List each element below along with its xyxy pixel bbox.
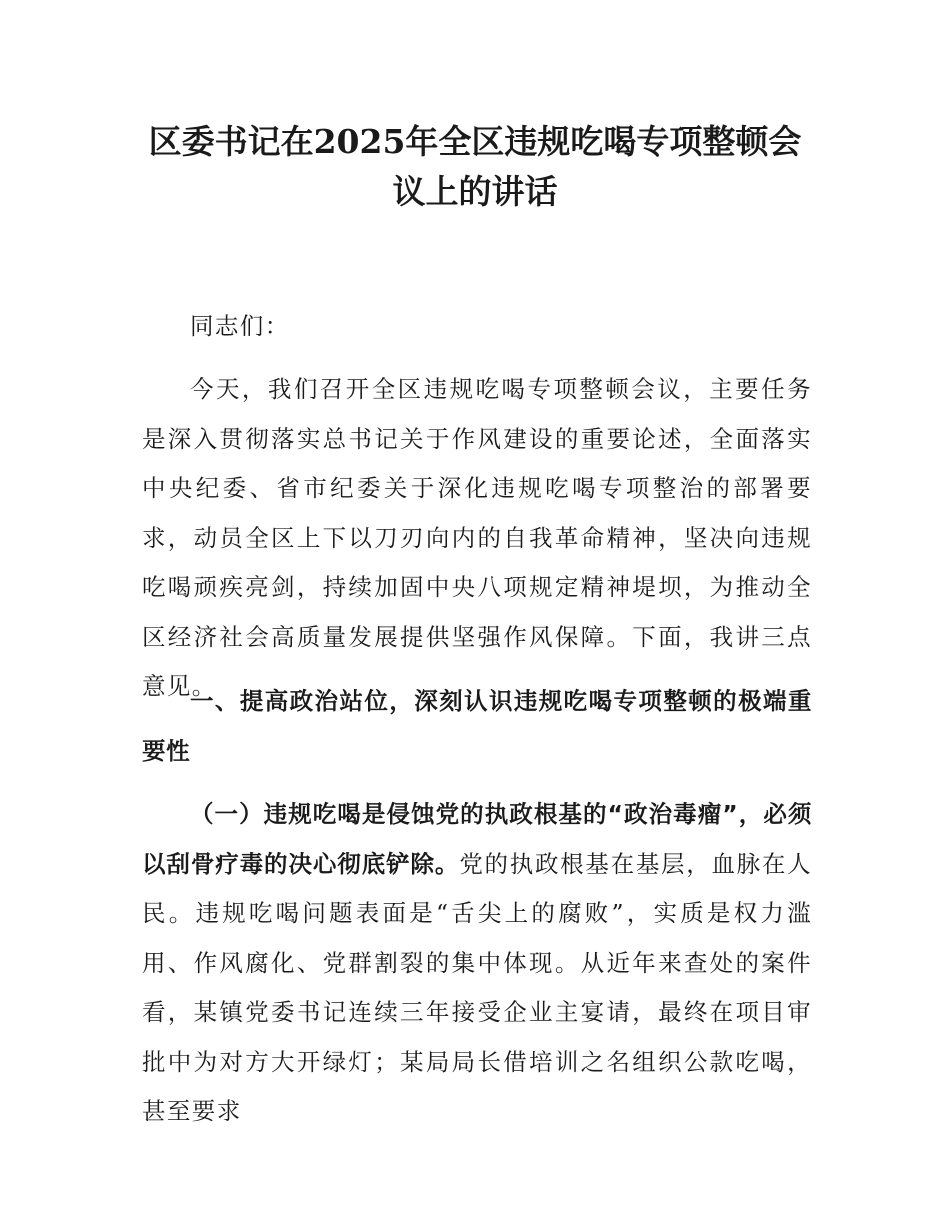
subsection-1-text: 党的执政根基在基层，血脉在人民。违规吃喝问题表面是“舌尖上的腐败”，实质是权力滥用、作风腐化、党群割裂的集中体现。从近年来查处的案件看，某镇党委书记连续三年接受企业主宴请，最终在项目审批中为对方大开绿灯；某局局长借培训之名组织公款吃喝，甚至要求 bbox=[142, 849, 812, 1125]
intro-paragraph: 今天，我们召开全区违规吃喝专项整顿会议，主要任务是深入贯彻落实总书记关于作风建设的重要论述，全面落实中央纪委、省市纪委关于深化违规吃喝专项整治的部署要求，动员全区上下以刀刃向内的自我革命精神，坚决向违规吃喝顽疾亮剑，持续加固中央八项规定精神堤坝，为推动全区经济社会高质量发展提供坚强作风保障。下面，我讲三点意见。 bbox=[142, 375, 812, 700]
salutation: 同志们： bbox=[190, 312, 290, 340]
document-title-line-2: 议上的讲话 bbox=[392, 172, 558, 211]
document-title-line-1: 区委书记在2025年全区违规吃喝专项整顿会 bbox=[148, 122, 802, 161]
subsection-1-paragraph bbox=[142, 790, 812, 1137]
section-1-heading: 一、提高政治站位，深刻认识违规吃喝专项整顿的极端重要性 bbox=[142, 687, 812, 765]
subsection-1-heading: （一）违规吃喝是侵蚀党的执政根基的“政治毒瘤”，必须以刮骨疗毒的决心彻底铲除。 bbox=[142, 800, 812, 878]
